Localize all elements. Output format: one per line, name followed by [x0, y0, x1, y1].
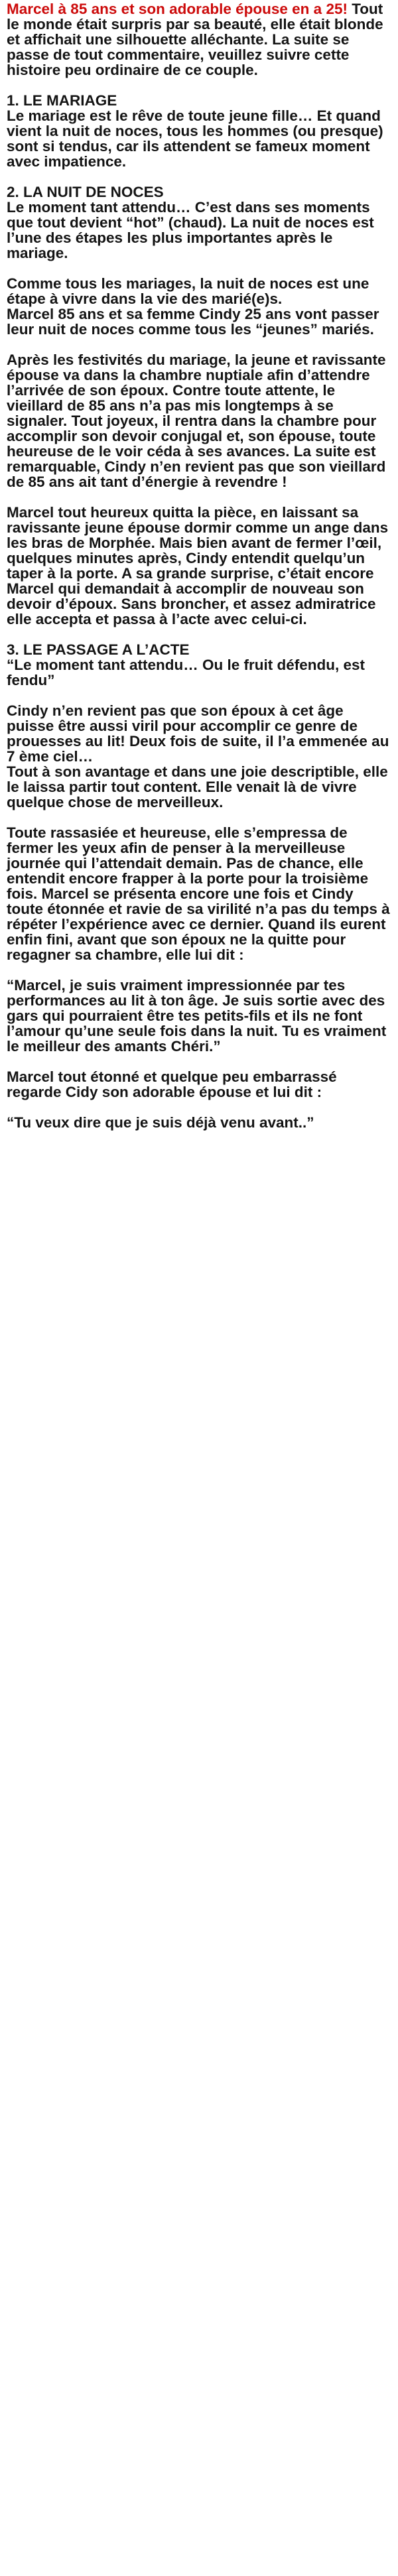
- paragraph-moment-attendu: Le moment tant attendu… C’est dans ses moments que tout devient “hot” (chaud). La nuit de noces est l’une des étapes les plus importantes après le mariage.: [7, 199, 374, 261]
- section-passage-a-l-acte: [7, 642, 390, 688]
- paragraph-cindy-n-en-revient-pas: Cindy n’en revient pas que son époux à cet âge puisse être aussi viril pour accomplir ce genre de prouesses au lit! Deux fois de suite, il l’a emmenée au 7 ème ciel… Tout à son avantage et dans une joie descriptible, elle le laissa partir tout content. Elle venait là de vivre quelque chose de merveilleux.: [7, 702, 389, 810]
- section-heading-mariage: 1. LE MARIAGE: [7, 92, 117, 109]
- headline: Marcel à 85 ans et son adorable épouse en a 25!: [7, 1, 348, 17]
- paragraph-comme-tous-les-mariages: Comme tous les mariages, la nuit de noces est une étape à vivre dans la vie des marié(e)s. Marcel 85 ans et sa femme Cindy 25 ans vont passer leur nuit de noces comme tous les “jeunes” mariés.: [7, 275, 379, 338]
- paragraph-marcel-quitta-la-piece: Marcel tout heureux quitta la pièce, en laissant sa ravissante jeune épouse dormir comme un ange dans les bras de Morphée. Mais bien avant de fermer l’œil, quelques minutes après, Cindy entendit quelqu’un taper à la porte. A sa grande surprise, c’était encore Marcel qui demandait à accomplir de nouveau son devoir d’époux. Sans broncher, et assez admiratrice elle accepta et passa à l’acte avec celui-ci.: [7, 504, 389, 627]
- section-quote: “Le moment tant attendu… Ou le fruit défendu, est fendu”: [7, 657, 365, 688]
- paragraph-toute-rassasiee: Toute rassasiée et heureuse, elle s’empressa de fermer les yeux afin de penser à la merveilleuse journée qui l’attendait demain. Pas de chance, elle entendit encore frapper à la porte pour la troisième fois. Marcel se présenta encore une fois et Cindy toute étonnée et ravie de sa virilité n’a pas du temps à répéter l’expérience avec ce dernier. Quand ils eurent enfin fini, avant que son époux ne la quitte pour regagner sa chambre, elle lui dit :: [7, 824, 390, 963]
- paragraph-chute: “Tu veux dire que je suis déjà venu avant..”: [7, 1114, 314, 1131]
- article-body: [7, 1, 390, 1145]
- section-nuit-de-noces: [7, 184, 390, 261]
- section-heading-nuit-de-noces: 2. LA NUIT DE NOCES: [7, 184, 164, 200]
- section-text-mariage: Le mariage est le rêve de toute jeune fille… Et quand vient la nuit de noces, tous les hommes (ou presque) sont si tendus, car ils attendent se fameux moment avec impatience.: [7, 107, 383, 170]
- section-mariage: [7, 93, 390, 169]
- section-heading-passage-a-l-acte: 3. LE PASSAGE A L’ACTE: [7, 641, 190, 658]
- paragraph-dialogue-cindy: “Marcel, je suis vraiment impressionnée par tes performances au lit à ton âge. Je suis sortie avec des gars qui pourraient être tes petits-fils et ils ne font l’amour qu’une seule fois dans la nuit. Tu es vraiment le meilleur des amants Chéri.”: [7, 977, 387, 1055]
- paragraph-apres-les-festivites: Après les festivités du mariage, la jeune et ravissante épouse va dans la chambre nuptiale afin d’attendre l’arrivée de son époux. Contre toute attente, le vieillard de 85 ans n’a pas mis longtemps à se signaler. Tout joyeux, il rentra dans la chambre pour accomplir son devoir conjugal et, son épouse, toute heureuse de le voir céda à ses avances. La suite est remarquable, Cindy n’en revient pas que son vieillard de 85 ans ait tant d’énergie à revendre !: [7, 352, 386, 490]
- intro-text: Tout le monde était surpris par sa beauté, elle était blonde et affichait une silhouette alléchante. La suite se passe de tout commentaire, veuillez suivre cette histoire peu ordinaire de ce couple.: [7, 1, 383, 78]
- intro-paragraph: [7, 1, 390, 78]
- paragraph-marcel-etonne: Marcel tout étonné et quelque peu embarrassé regarde Cidy son adorable épouse et lui dit :: [7, 1068, 337, 1100]
